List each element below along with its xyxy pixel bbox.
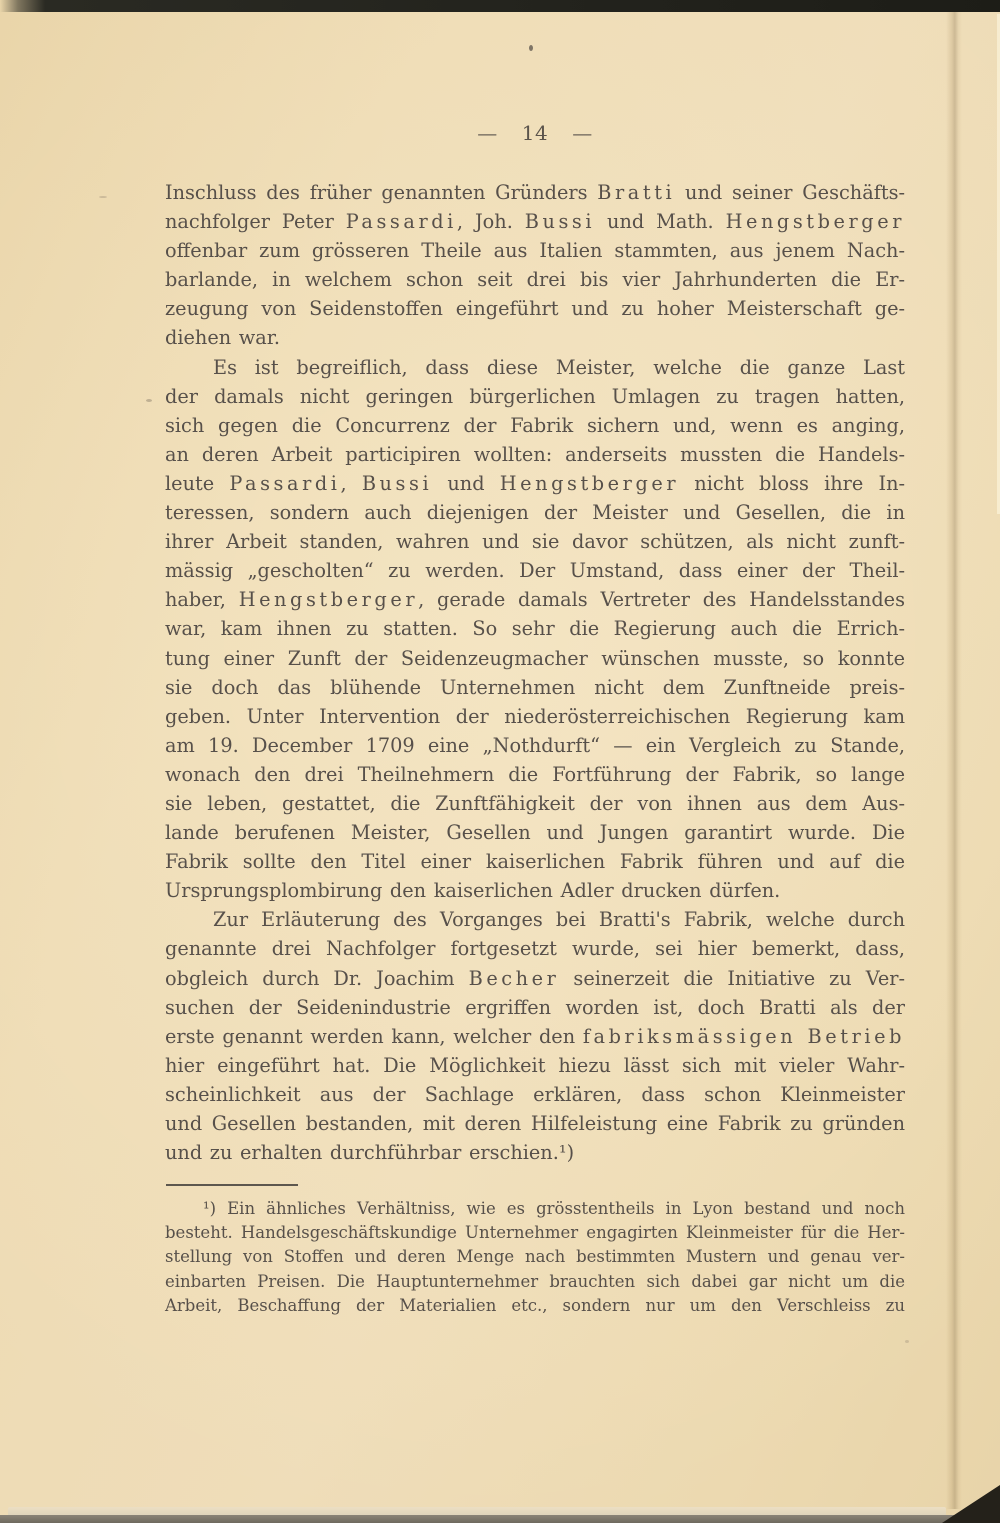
letterspaced-name: Hengstberger bbox=[238, 588, 419, 612]
text-segment: obgleich durch Dr. Joachim bbox=[165, 966, 469, 990]
text-segment: leute bbox=[165, 471, 230, 495]
text-line bbox=[165, 382, 905, 411]
text-segment: Zur Erläuterung des Vorganges bei Bratti's Fabrik, welche durch bbox=[213, 908, 905, 932]
paragraph bbox=[165, 905, 905, 1167]
ink-speck bbox=[529, 45, 533, 51]
text-line bbox=[165, 789, 905, 818]
text-line bbox=[165, 644, 905, 673]
text-line bbox=[165, 993, 905, 1022]
letterspaced-name: Hengstberger bbox=[725, 210, 905, 234]
text-segment: sie doch das blühende Unternehmen nicht dem Zunftneide preis- bbox=[165, 675, 905, 699]
text-segment: ¹) Ein ähnliches Verhältniss, wie es grösstentheils in Lyon bestand und noch bbox=[203, 1199, 905, 1218]
text-line bbox=[165, 818, 905, 847]
text-segment: erste genannt werden kann, welcher den bbox=[165, 1024, 583, 1048]
text-line bbox=[165, 353, 905, 382]
letterspaced-name: Bussi bbox=[524, 210, 596, 234]
text-line bbox=[165, 1080, 905, 1109]
footnote-rule bbox=[166, 1184, 298, 1186]
text-line bbox=[165, 702, 905, 731]
letterspaced-name: Bussi bbox=[361, 471, 433, 495]
text-line bbox=[165, 1245, 905, 1269]
text-segment: genannte drei Nachfolger fortgesetzt wurde, sei hier bemerkt, dass, bbox=[165, 937, 905, 961]
text-segment: und seiner Geschäfts- bbox=[675, 181, 905, 204]
text-segment: sie leben, gestattet, die Zunftfähigkeit der von ihnen aus dem Aus- bbox=[165, 791, 905, 815]
text-line bbox=[165, 236, 905, 265]
text-line bbox=[165, 498, 905, 527]
text-line bbox=[165, 614, 905, 643]
text-line bbox=[165, 440, 905, 469]
paragraph bbox=[165, 353, 905, 906]
text-line bbox=[165, 847, 905, 876]
text-line bbox=[165, 1294, 905, 1318]
text-segment: tung einer Zunft der Seidenzeugmacher wünschen musste, so konnte bbox=[165, 646, 905, 670]
text-segment: Ursprungsplombirung den kaiserlichen Adler drucken dürfen. bbox=[165, 879, 781, 903]
text-segment: teressen, sondern auch diejenigen der Meister und Gesellen, die in bbox=[165, 501, 905, 525]
text-line bbox=[165, 760, 905, 789]
text-segment: nicht bloss ihre In- bbox=[679, 471, 905, 495]
text-segment: stellung von Stoffen und deren Menge nach bestimmten Mustern und genau ver- bbox=[165, 1247, 905, 1267]
text-segment: und zu erhalten durchführbar erschien.¹) bbox=[165, 1141, 575, 1165]
text-segment: Fabrik sollte den Titel einer kaiserlichen Fabrik führen und auf die bbox=[165, 850, 905, 874]
text-line bbox=[165, 1051, 905, 1080]
ink-speck bbox=[905, 1340, 909, 1343]
text-line bbox=[165, 294, 905, 323]
text-line bbox=[165, 1138, 905, 1167]
text-line bbox=[165, 178, 905, 207]
text-segment: geben. Unter Intervention der niederösterreichischen Regierung kam bbox=[165, 704, 905, 728]
text-segment: barlande, in welchem schon seit drei bis vier Jahrhunderten die Er- bbox=[165, 268, 905, 292]
page-number: 14 bbox=[521, 121, 549, 145]
text-line bbox=[165, 323, 905, 352]
header-dash-left: — bbox=[477, 121, 498, 145]
letterspaced-name: Bratti bbox=[597, 181, 676, 204]
text-segment: einbarten Preisen. Die Hauptunternehmer brauchten sich dabei gar nicht um die bbox=[165, 1271, 905, 1291]
letterspaced-name: Passardi bbox=[345, 210, 457, 234]
text-segment: Es ist begreiflich, dass diese Meister, welche die ganze Last bbox=[213, 355, 905, 379]
text-segment: der damals nicht geringen bürgerlichen Umlagen zu tragen hatten, bbox=[165, 384, 905, 408]
text-line bbox=[165, 1221, 905, 1245]
text-line bbox=[165, 1109, 905, 1138]
text-line bbox=[165, 411, 905, 440]
text-segment: besteht. Handelsgeschäftskundige Unternehmer engagirten Kleinmeister für die Her- bbox=[165, 1223, 905, 1243]
text-segment: und Gesellen bestanden, mit deren Hilfeleistung eine Fabrik zu gründen bbox=[165, 1112, 905, 1135]
text-segment: am 19. December 1709 eine „Nothdurft“ — ein Vergleich zu Stande, bbox=[165, 733, 905, 757]
text-line bbox=[165, 527, 905, 556]
text-segment: scheinlichkeit aus der Sachlage erklären, dass schon Kleinmeister bbox=[165, 1082, 905, 1106]
text-line bbox=[165, 1022, 905, 1051]
text-segment: zeugung von Seidenstoffen eingeführt und zu hoher Meisterschaft ge- bbox=[165, 297, 905, 321]
text-segment: offenbar zum grösseren Theile aus Italien stammten, aus jenem Nach- bbox=[165, 239, 905, 263]
text-line bbox=[165, 585, 905, 614]
footnote-block bbox=[165, 1197, 905, 1318]
text-segment: , gerade damals Vertreter des Handelsstandes bbox=[418, 588, 905, 612]
pencil-mark bbox=[99, 196, 107, 198]
text-segment: wonach den drei Theilnehmern die Fortführung der Fabrik, so lange bbox=[165, 762, 905, 786]
text-line bbox=[165, 207, 905, 236]
text-segment: mässig „gescholten“ zu werden. Der Umstand, dass einer der Theil- bbox=[165, 559, 905, 583]
text-segment: an deren Arbeit participiren wollten: anderseits mussten die Handels- bbox=[165, 442, 905, 466]
text-segment: ihrer Arbeit standen, wahren und sie davor schützen, als nicht zunft- bbox=[165, 530, 905, 554]
text-line bbox=[165, 964, 905, 993]
text-segment: nachfolger Peter bbox=[165, 210, 346, 234]
text-segment: hier eingeführt hat. Die Möglichkeit hiezu lässt sich mit vieler Wahr- bbox=[165, 1053, 905, 1077]
text-line bbox=[165, 934, 905, 963]
text-line bbox=[165, 1197, 905, 1221]
text-line bbox=[165, 673, 905, 702]
scan-edge-bottom bbox=[0, 1515, 1000, 1523]
page-fold-crease bbox=[946, 12, 962, 1509]
letterspaced-name: Passardi bbox=[229, 471, 341, 495]
text-line bbox=[165, 731, 905, 760]
paragraph bbox=[165, 178, 905, 353]
pencil-mark bbox=[146, 399, 152, 402]
letterspaced-name: fabriksmässigen Betrieb bbox=[582, 1024, 905, 1048]
text-block bbox=[165, 178, 905, 1167]
text-segment: sich gegen die Concurrenz der Fabrik sichern und, wenn es anging, bbox=[165, 413, 905, 437]
text-segment: diehen war. bbox=[165, 326, 281, 350]
letterspaced-name: Hengstberger bbox=[499, 471, 680, 495]
letterspaced-name: Becher bbox=[468, 966, 560, 990]
text-segment: und bbox=[432, 471, 500, 495]
text-segment: war, kam ihnen zu statten. So sehr die Regierung auch die Errich- bbox=[165, 617, 905, 641]
text-segment: seinerzeit die Initiative zu Ver- bbox=[559, 966, 905, 990]
text-segment: haber, bbox=[165, 588, 239, 612]
text-line bbox=[165, 1270, 905, 1294]
text-segment: Inschluss des früher genannten Gründers bbox=[165, 181, 598, 204]
text-line bbox=[165, 556, 905, 585]
text-line bbox=[165, 469, 905, 498]
text-segment: und Math. bbox=[595, 210, 726, 234]
scan-edge-top bbox=[0, 0, 1000, 12]
text-segment: suchen der Seidenindustrie ergriffen worden ist, doch Bratti als der bbox=[165, 995, 905, 1019]
header-dash-right: — bbox=[572, 121, 593, 145]
text-segment: , Joh. bbox=[456, 210, 525, 234]
text-line bbox=[165, 265, 905, 294]
text-segment: lande berufenen Meister, Gesellen und Jungen garantirt wurde. Die bbox=[165, 821, 905, 845]
text-segment: Arbeit, Beschaffung der Materialien etc., sondern nur um den Verschleiss zu bbox=[165, 1295, 905, 1315]
page-header bbox=[165, 121, 905, 145]
text-line bbox=[165, 905, 905, 934]
text-line bbox=[165, 876, 905, 905]
text-segment: , bbox=[340, 471, 362, 495]
